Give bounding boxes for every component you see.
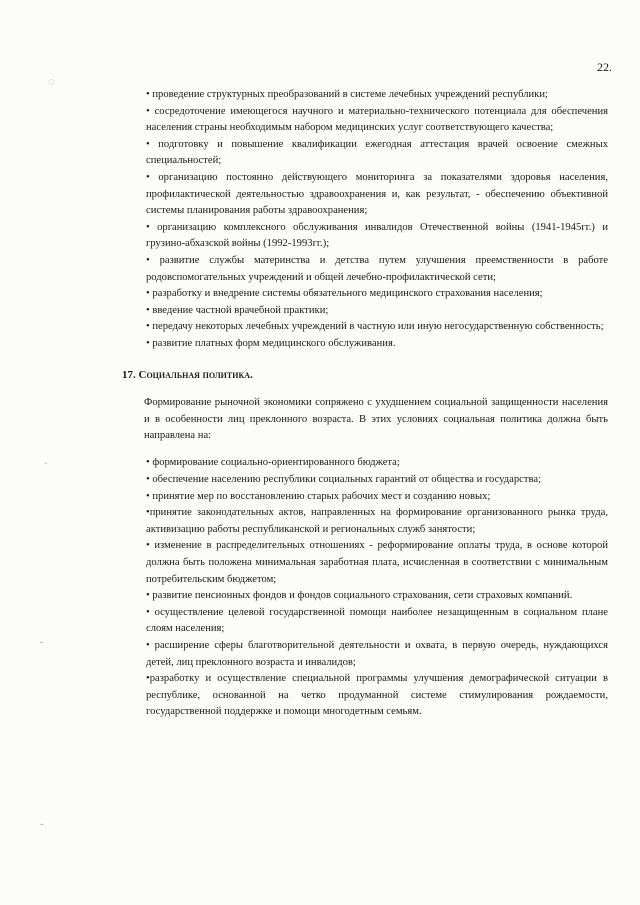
list-item: • изменение в распределительных отношениях - реформирование оплаты труда, в основе которой должна быть положена минимальная заработная плата, исчисленная в соответствии с минимальным потребительским бюджетом; xyxy=(146,540,608,585)
scan-mark: ◌ xyxy=(48,76,55,88)
scan-mark: · xyxy=(44,458,48,470)
list-item: • организацию комплексного обслуживания инвалидов Отечественной войны (1941-1945гг.) и грузино-абхазской войны (1992-1993гг.); xyxy=(146,221,608,250)
social-policy-list xyxy=(146,455,608,721)
document-body xyxy=(122,87,608,721)
page-number: 22. xyxy=(597,60,612,74)
list-item: • развитие платных форм медицинского обслуживания. xyxy=(146,337,396,349)
section-title: Социальная политика. xyxy=(138,368,253,381)
section-number: 17. xyxy=(122,368,136,381)
measures-list xyxy=(146,87,608,353)
list-item: • сосредоточение имеющегося научного и материально-технического потенциала для обеспечения населения страны необходимым набором медицинских услуг соответствующего качества; xyxy=(146,105,608,134)
list-item: • развитие службы материнства и детства путем улучшения преемственности в работе родовспомогательных учреждений и общей лечебно-профилактической сети; xyxy=(146,254,608,283)
list-item: •разработку и осуществление специальной программы улучшения демографической ситуации в республике, основанной на четко продуманной системе стимулирования рождаемости, государственной поддержке и помощи многодетным семьям. xyxy=(146,673,608,718)
scan-mark: ˘ xyxy=(40,640,44,652)
list-item: • формирование социально-ориентированного бюджета; xyxy=(146,457,400,469)
list-item: • введение частной врачебной практики; xyxy=(146,304,329,316)
list-item: • подготовку и повышение квалификации ежегодная аттестация врачей освоение смежных специальностей; xyxy=(146,138,608,167)
list-item: • разработку и внедрение системы обязательного медицинского страхования населения; xyxy=(146,288,543,300)
list-item: • расширение сферы благотворительной деятельности и охвата, в первую очередь, нуждающихся детей, лиц преклонного возраста и инвалидов; xyxy=(146,640,608,668)
list-item: • организацию постоянно действующего мониторинга за показателями здоровья населения, профилактической деятельностью здравоохранения и, как результат, - обеспечению объективной системы планирования работы здравоохранения; xyxy=(146,171,608,217)
list-item: • развитие пенсионных фондов и фондов социального страхования, сети страховых компаний. xyxy=(146,590,573,602)
list-item: • принятие мер по восстановлению старых рабочих мест и созданию новых; xyxy=(146,490,491,502)
list-item: •принятие законодательных актов, направленных на формирование организованного рынка труда, активизацию работы республиканской и региональных служб занятости; xyxy=(146,507,608,535)
list-item: • обеспечение населению республики социальных гарантий от общества и государства; xyxy=(146,474,542,486)
list-item: • осуществление целевой государственной помощи наиболее незащищенным в социальном плане слоям населения; xyxy=(146,606,608,635)
scan-mark: ˘ xyxy=(40,822,44,834)
list-item: • проведение структурных преобразований в системе лечебных учреждений республики; xyxy=(146,89,548,100)
section-heading xyxy=(122,367,608,384)
list-item: • передачу некоторых лечебных учреждений в частную или иную негосударственную собственность; xyxy=(146,321,604,333)
section-intro: Формирование рыночной экономики сопряжено с ухудшением социальной защищенности населения и в особенности лиц преклонного возраста. В этих условиях социальная политика должна быть направлена на: xyxy=(144,397,608,442)
